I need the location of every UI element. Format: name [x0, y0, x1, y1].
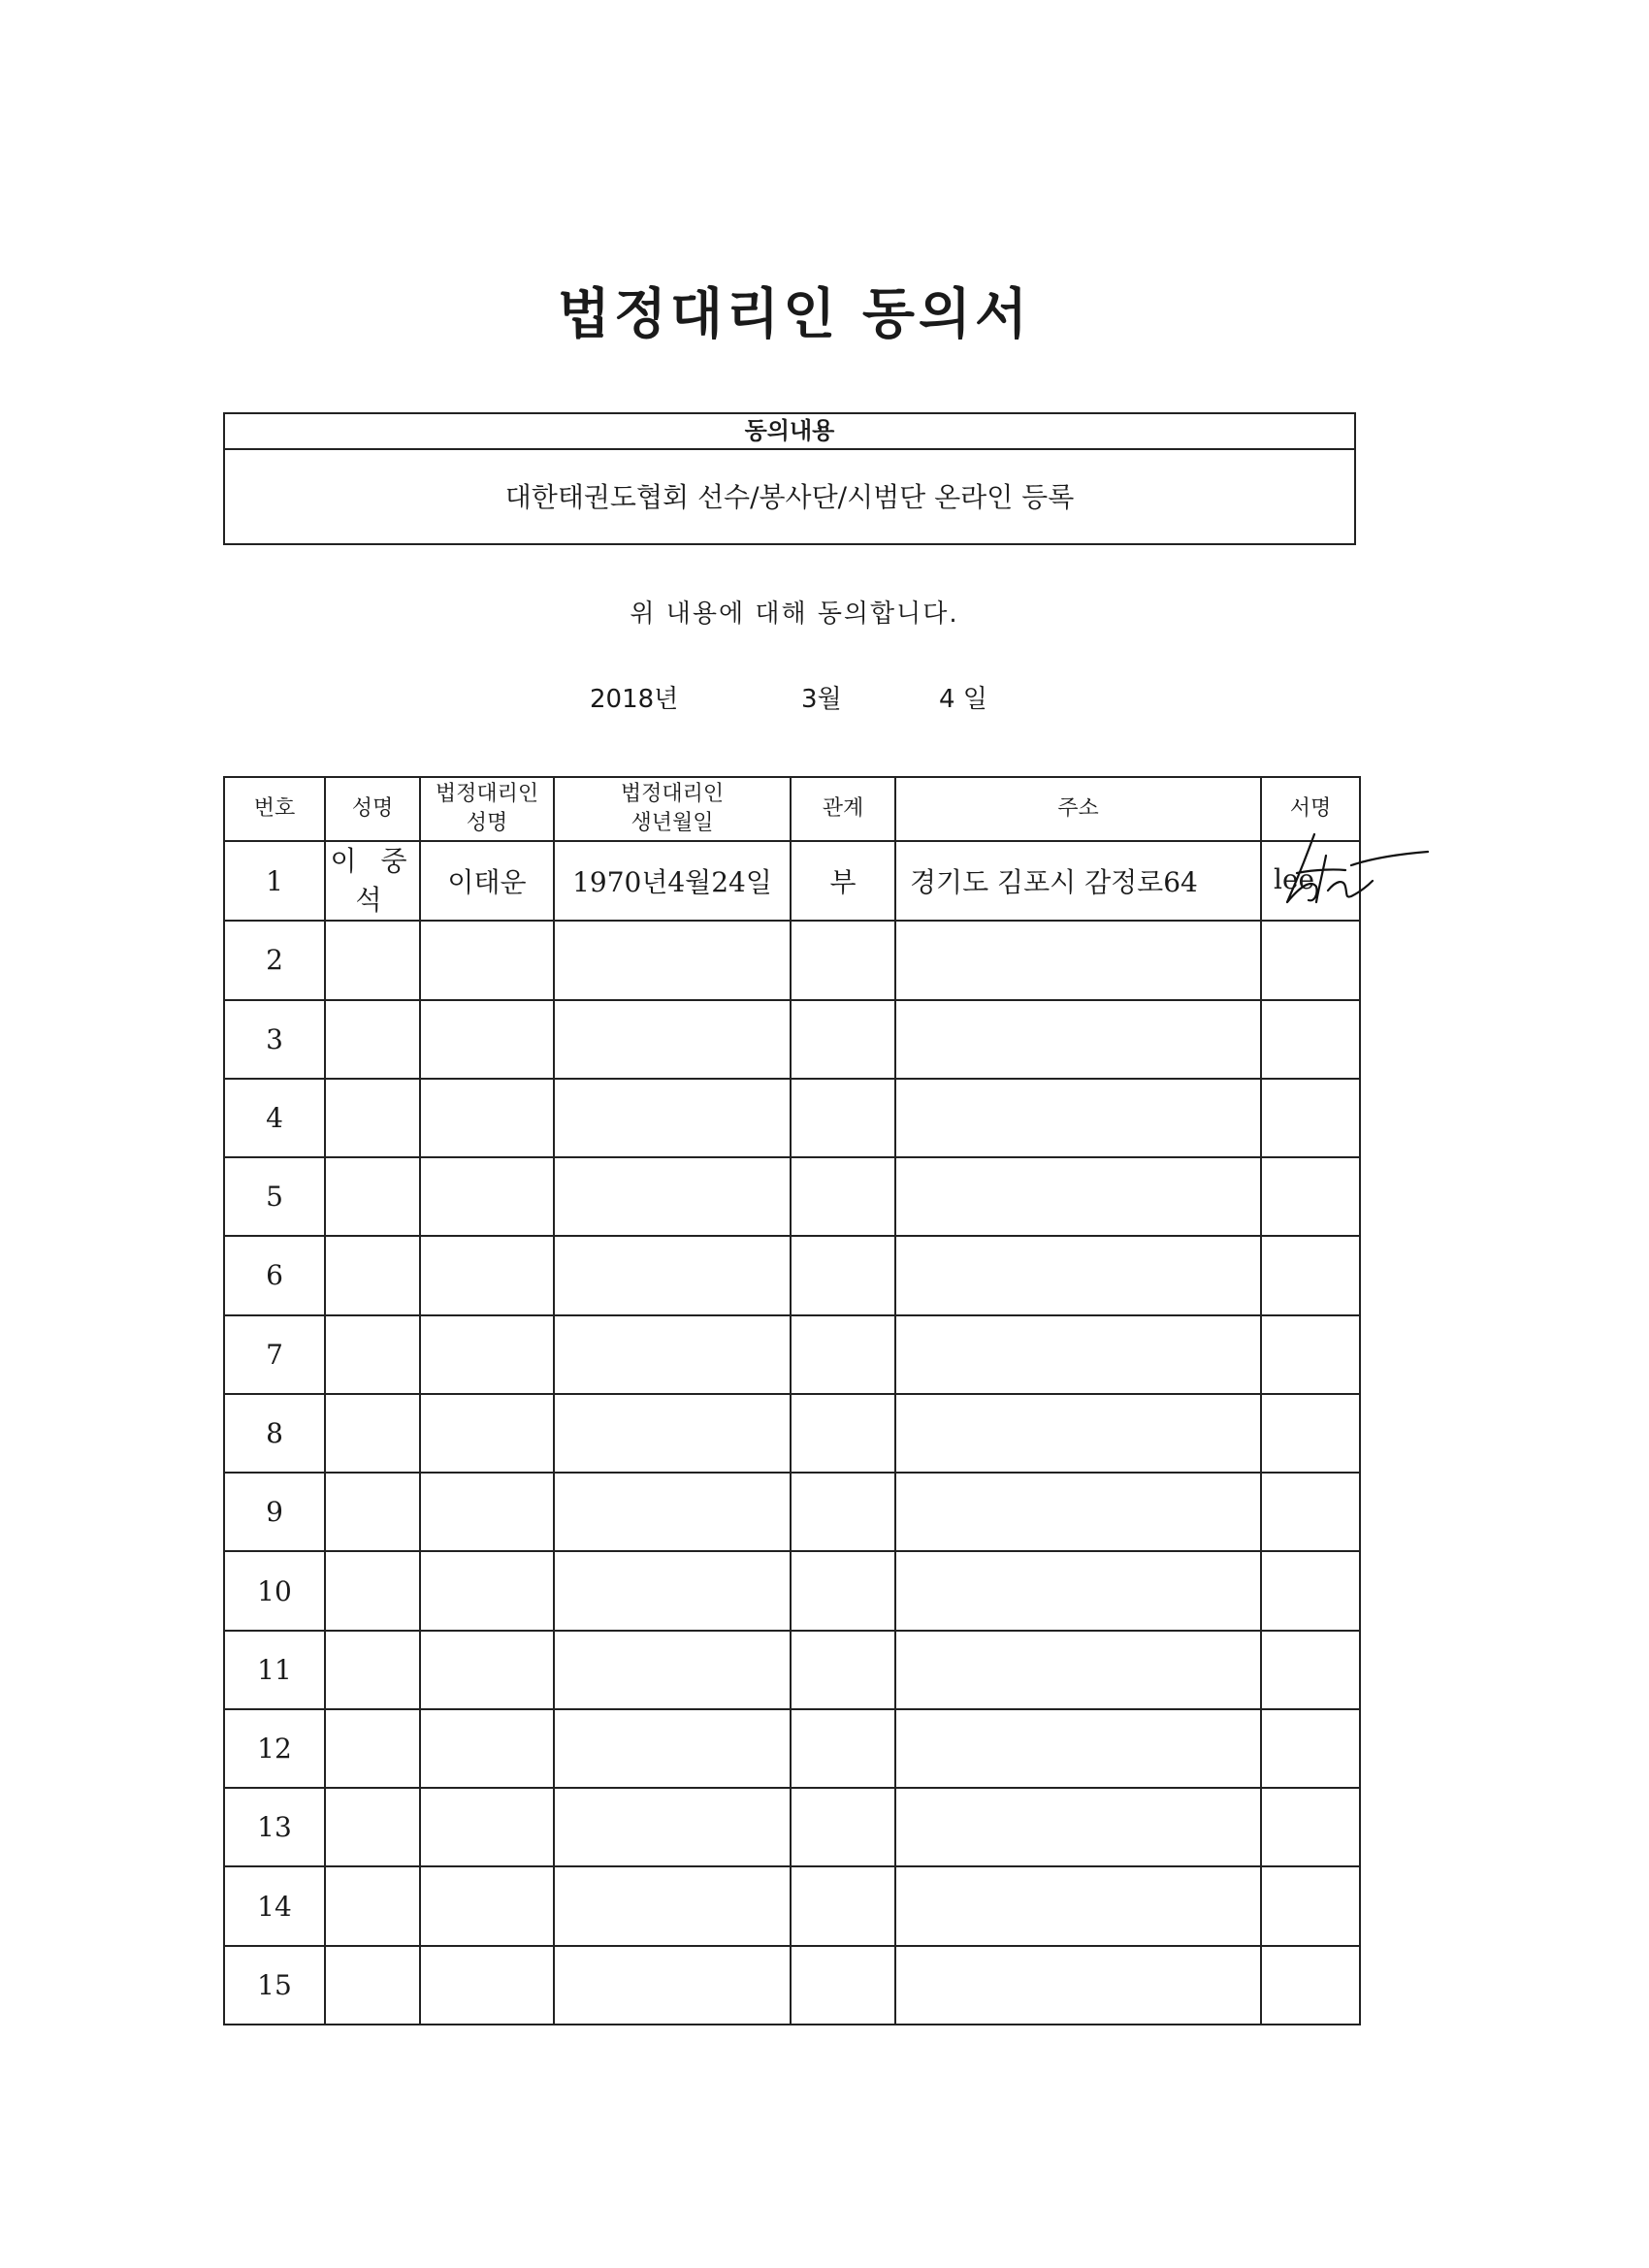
row-number: 14	[224, 1866, 325, 1945]
student-name	[325, 1000, 420, 1079]
relation	[791, 1866, 895, 1945]
guardian-name	[420, 1079, 554, 1157]
header-guardian-name: 법정대리인 성명	[420, 777, 554, 841]
row-number: 11	[224, 1631, 325, 1709]
header-guardian-birth: 법정대리인 생년월일	[554, 777, 791, 841]
student-name	[325, 1946, 420, 2025]
student-name	[325, 1394, 420, 1473]
guardian-birthdate	[554, 1709, 791, 1788]
guardian-birthdate	[554, 1631, 791, 1709]
guardian-birthdate	[554, 1079, 791, 1157]
signature	[1261, 1000, 1360, 1079]
guardian-name	[420, 1709, 554, 1788]
handwritten-signature	[1258, 826, 1433, 914]
row-number: 9	[224, 1473, 325, 1551]
relation	[791, 1236, 895, 1314]
row-number: 2	[224, 921, 325, 999]
guardian-table	[223, 776, 1361, 2025]
relation	[791, 1788, 895, 1866]
row-number: 12	[224, 1709, 325, 1788]
date-day: 4 일	[939, 685, 987, 714]
address	[895, 1394, 1261, 1473]
address	[895, 1631, 1261, 1709]
row-number: 1	[224, 841, 325, 921]
student-name	[325, 1788, 420, 1866]
guardian-birthdate: 1970년4월24일	[554, 841, 791, 921]
table-row	[224, 921, 1360, 999]
student-name	[325, 1551, 420, 1630]
guardian-name	[420, 1157, 554, 1236]
address	[895, 1788, 1261, 1866]
signature	[1261, 1315, 1360, 1394]
student-name: 이 중 석	[325, 841, 420, 921]
date-year: 2018년	[590, 685, 679, 714]
guardian-name	[420, 921, 554, 999]
relation	[791, 1946, 895, 2025]
guardian-birthdate	[554, 1551, 791, 1630]
relation	[791, 1315, 895, 1394]
consent-content: 대한태권도협회 선수/봉사단/시범단 온라인 등록	[504, 481, 1075, 513]
student-name	[325, 1866, 420, 1945]
row-number: 6	[224, 1236, 325, 1314]
guardian-birthdate	[554, 1236, 791, 1314]
address	[895, 1946, 1261, 2025]
address	[895, 1551, 1261, 1630]
guardian-birthdate	[554, 921, 791, 999]
student-name	[325, 1079, 420, 1157]
address	[895, 1157, 1261, 1236]
header-signature: 서명	[1261, 777, 1360, 841]
row-number: 3	[224, 1000, 325, 1079]
guardian-birthdate	[554, 1866, 791, 1945]
table-row	[224, 1473, 1360, 1551]
relation	[791, 1551, 895, 1630]
table-row	[224, 1000, 1360, 1079]
guardian-name	[420, 1394, 554, 1473]
guardian-birthdate	[554, 1315, 791, 1394]
signature	[1261, 1866, 1360, 1945]
address	[895, 1315, 1261, 1394]
table-row	[224, 1157, 1360, 1236]
signature	[1261, 1079, 1360, 1157]
signature	[1261, 1631, 1360, 1709]
row-number: 10	[224, 1551, 325, 1630]
student-name	[325, 1236, 420, 1314]
signature	[1261, 1394, 1360, 1473]
row-number: 5	[224, 1157, 325, 1236]
student-name	[325, 1473, 420, 1551]
signature	[1261, 1473, 1360, 1551]
address	[895, 921, 1261, 999]
student-name	[325, 1709, 420, 1788]
guardian-name: 이태운	[420, 841, 554, 921]
relation	[791, 1157, 895, 1236]
table-row	[224, 1866, 1360, 1945]
signature	[1261, 841, 1360, 921]
signature	[1261, 1236, 1360, 1314]
guardian-name	[420, 1473, 554, 1551]
row-number: 4	[224, 1079, 325, 1157]
student-name	[325, 1631, 420, 1709]
header-address: 주소	[895, 777, 1261, 841]
consent-box	[223, 412, 1356, 545]
table-row	[224, 1946, 1360, 2025]
signature	[1261, 1946, 1360, 2025]
student-name	[325, 921, 420, 999]
signature-text: lee	[1274, 863, 1315, 895]
guardian-name	[420, 1315, 554, 1394]
signature	[1261, 1157, 1360, 1236]
signature	[1261, 1788, 1360, 1866]
signature	[1261, 921, 1360, 999]
guardian-name	[420, 1236, 554, 1314]
guardian-name	[420, 1866, 554, 1945]
agreement-statement: 위 내용에 대해 동의합니다.	[630, 599, 959, 629]
row-number: 8	[224, 1394, 325, 1473]
guardian-birthdate	[554, 1788, 791, 1866]
address	[895, 1079, 1261, 1157]
guardian-name	[420, 1551, 554, 1630]
guardian-name	[420, 1631, 554, 1709]
consent-header: 동의내용	[225, 414, 1354, 450]
relation	[791, 1000, 895, 1079]
address	[895, 1000, 1261, 1079]
guardian-name	[420, 1000, 554, 1079]
address	[895, 1473, 1261, 1551]
student-name	[325, 1157, 420, 1236]
relation	[791, 1631, 895, 1709]
guardian-name	[420, 1946, 554, 2025]
signature	[1261, 1709, 1360, 1788]
table-row	[224, 1394, 1360, 1473]
row-number: 7	[224, 1315, 325, 1394]
relation	[791, 1394, 895, 1473]
student-name	[325, 1315, 420, 1394]
header-no: 번호	[224, 777, 325, 841]
guardian-name	[420, 1788, 554, 1866]
table-row	[224, 1788, 1360, 1866]
table-row	[224, 1236, 1360, 1314]
table-row	[224, 1551, 1360, 1630]
header-relation: 관계	[791, 777, 895, 841]
table-row	[224, 841, 1360, 921]
guardian-birthdate	[554, 1000, 791, 1079]
guardian-birthdate	[554, 1157, 791, 1236]
address	[895, 1709, 1261, 1788]
guardian-birthdate	[554, 1946, 791, 2025]
address	[895, 1866, 1261, 1945]
guardian-birthdate	[554, 1473, 791, 1551]
relation	[791, 1473, 895, 1551]
relation	[791, 921, 895, 999]
table-header-row	[224, 777, 1360, 841]
document-title: 법정대리인 동의서	[557, 283, 1032, 346]
relation	[791, 1709, 895, 1788]
table-row	[224, 1315, 1360, 1394]
address	[895, 1236, 1261, 1314]
row-number: 13	[224, 1788, 325, 1866]
header-name: 성명	[325, 777, 420, 841]
row-number: 15	[224, 1946, 325, 2025]
table-row	[224, 1631, 1360, 1709]
date-month: 3월	[801, 685, 842, 714]
signature	[1261, 1551, 1360, 1630]
table-row	[224, 1709, 1360, 1788]
relation	[791, 1079, 895, 1157]
table-row	[224, 1079, 1360, 1157]
guardian-birthdate	[554, 1394, 791, 1473]
address: 경기도 김포시 감정로64	[895, 841, 1261, 921]
relation: 부	[791, 841, 895, 921]
